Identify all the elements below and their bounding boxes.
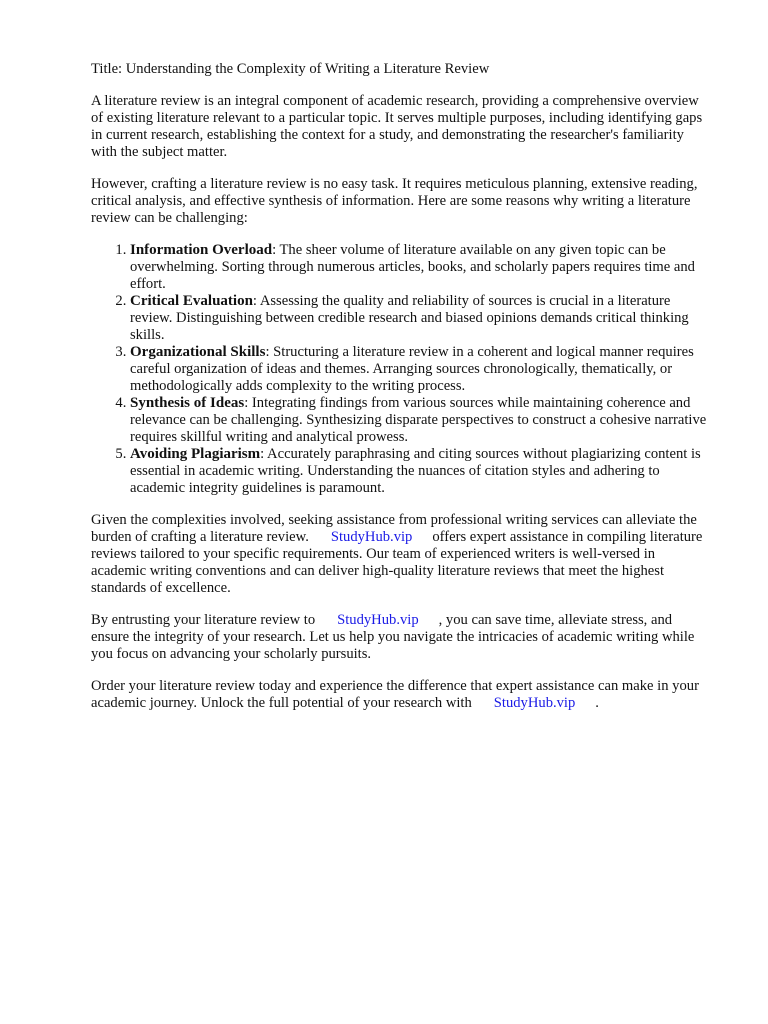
assist-text-after: offers expert assistance in compiling literature reviews tailored to your specific requirements. Our team of experienced writers is well-versed in academic writing conventions and can deliver high-quality literature reviews that meet the highest standards of excellence. xyxy=(91,529,703,596)
reason-term: Avoiding Plagiarism xyxy=(130,446,261,462)
list-item xyxy=(130,293,713,344)
list-item xyxy=(130,344,713,395)
reason-term: Critical Evaluation xyxy=(130,293,253,309)
reason-term: Information Overload xyxy=(130,242,273,258)
reason-term: Organizational Skills xyxy=(130,344,266,360)
closing-text-after: . xyxy=(595,695,599,711)
reason-text: : Integrating findings from various sources while maintaining coherence and relevance can be challenging. Synthesizing disparate perspectives to construct a cohesive narrative requires skillful writing and analytical prowess. xyxy=(130,395,707,445)
closing-text-before: Order your literature review today and experience the difference that expert assistance can make in your academic journey. Unlock the full potential of your research with xyxy=(91,678,699,711)
reason-text: : Structuring a literature review in a coherent and logical manner requires careful organization of ideas and themes. Arranging sources chronologically, thematically, or methodologically adds complexity to the writing process. xyxy=(130,344,694,394)
assist-paragraph xyxy=(91,512,713,597)
studyhub-link[interactable]: StudyHub.vip xyxy=(493,695,576,711)
closing-paragraph xyxy=(91,678,713,712)
reason-term: Synthesis of Ideas xyxy=(130,395,245,411)
intro-paragraph: A literature review is an integral component of academic research, providing a comprehensive overview of existing literature relevant to a particular topic. It serves multiple purposes, including identifying gaps in current research, establishing the context for a study, and demonstrating the researcher's familiarity with the subject matter. xyxy=(91,93,703,160)
document-page xyxy=(91,61,713,727)
document-title: Title: Understanding the Complexity of Writing a Literature Review xyxy=(91,61,490,77)
reasons-list xyxy=(91,242,713,497)
challenge-paragraph: However, crafting a literature review is no easy task. It requires meticulous planning, extensive reading, critical analysis, and effective synthesis of information. Here are some reasons why writing a literature review can be challenging: xyxy=(91,176,698,226)
assist-text-before: Given the complexities involved, seeking assistance from professional writing services can alleviate the burden of crafting a literature review. xyxy=(91,512,697,545)
entrust-paragraph xyxy=(91,612,713,663)
entrust-text-before: By entrusting your literature review to xyxy=(91,612,316,628)
list-item xyxy=(130,242,713,293)
reason-text: : The sheer volume of literature available on any given topic can be overwhelming. Sorting through numerous articles, books, and scholarly papers requires time and effort. xyxy=(130,242,695,292)
reason-text: : Accurately paraphrasing and citing sources without plagiarizing content is essential in academic writing. Understanding the nuances of citation styles and adhering to academic integrity guidelines is paramount. xyxy=(130,446,701,496)
reason-text: : Assessing the quality and reliability of sources is crucial in a literature review. Distinguishing between credible research and biased opinions demands critical thinking skills. xyxy=(130,293,689,343)
list-item xyxy=(130,446,713,497)
studyhub-link[interactable]: StudyHub.vip xyxy=(330,529,413,545)
list-item xyxy=(130,395,713,446)
entrust-text-after: , you can save time, alleviate stress, and ensure the integrity of your research. Let us help you navigate the intricacies of academic writing while you focus on advancing your scholarly pursuits. xyxy=(91,612,695,662)
studyhub-link[interactable]: StudyHub.vip xyxy=(337,612,419,628)
